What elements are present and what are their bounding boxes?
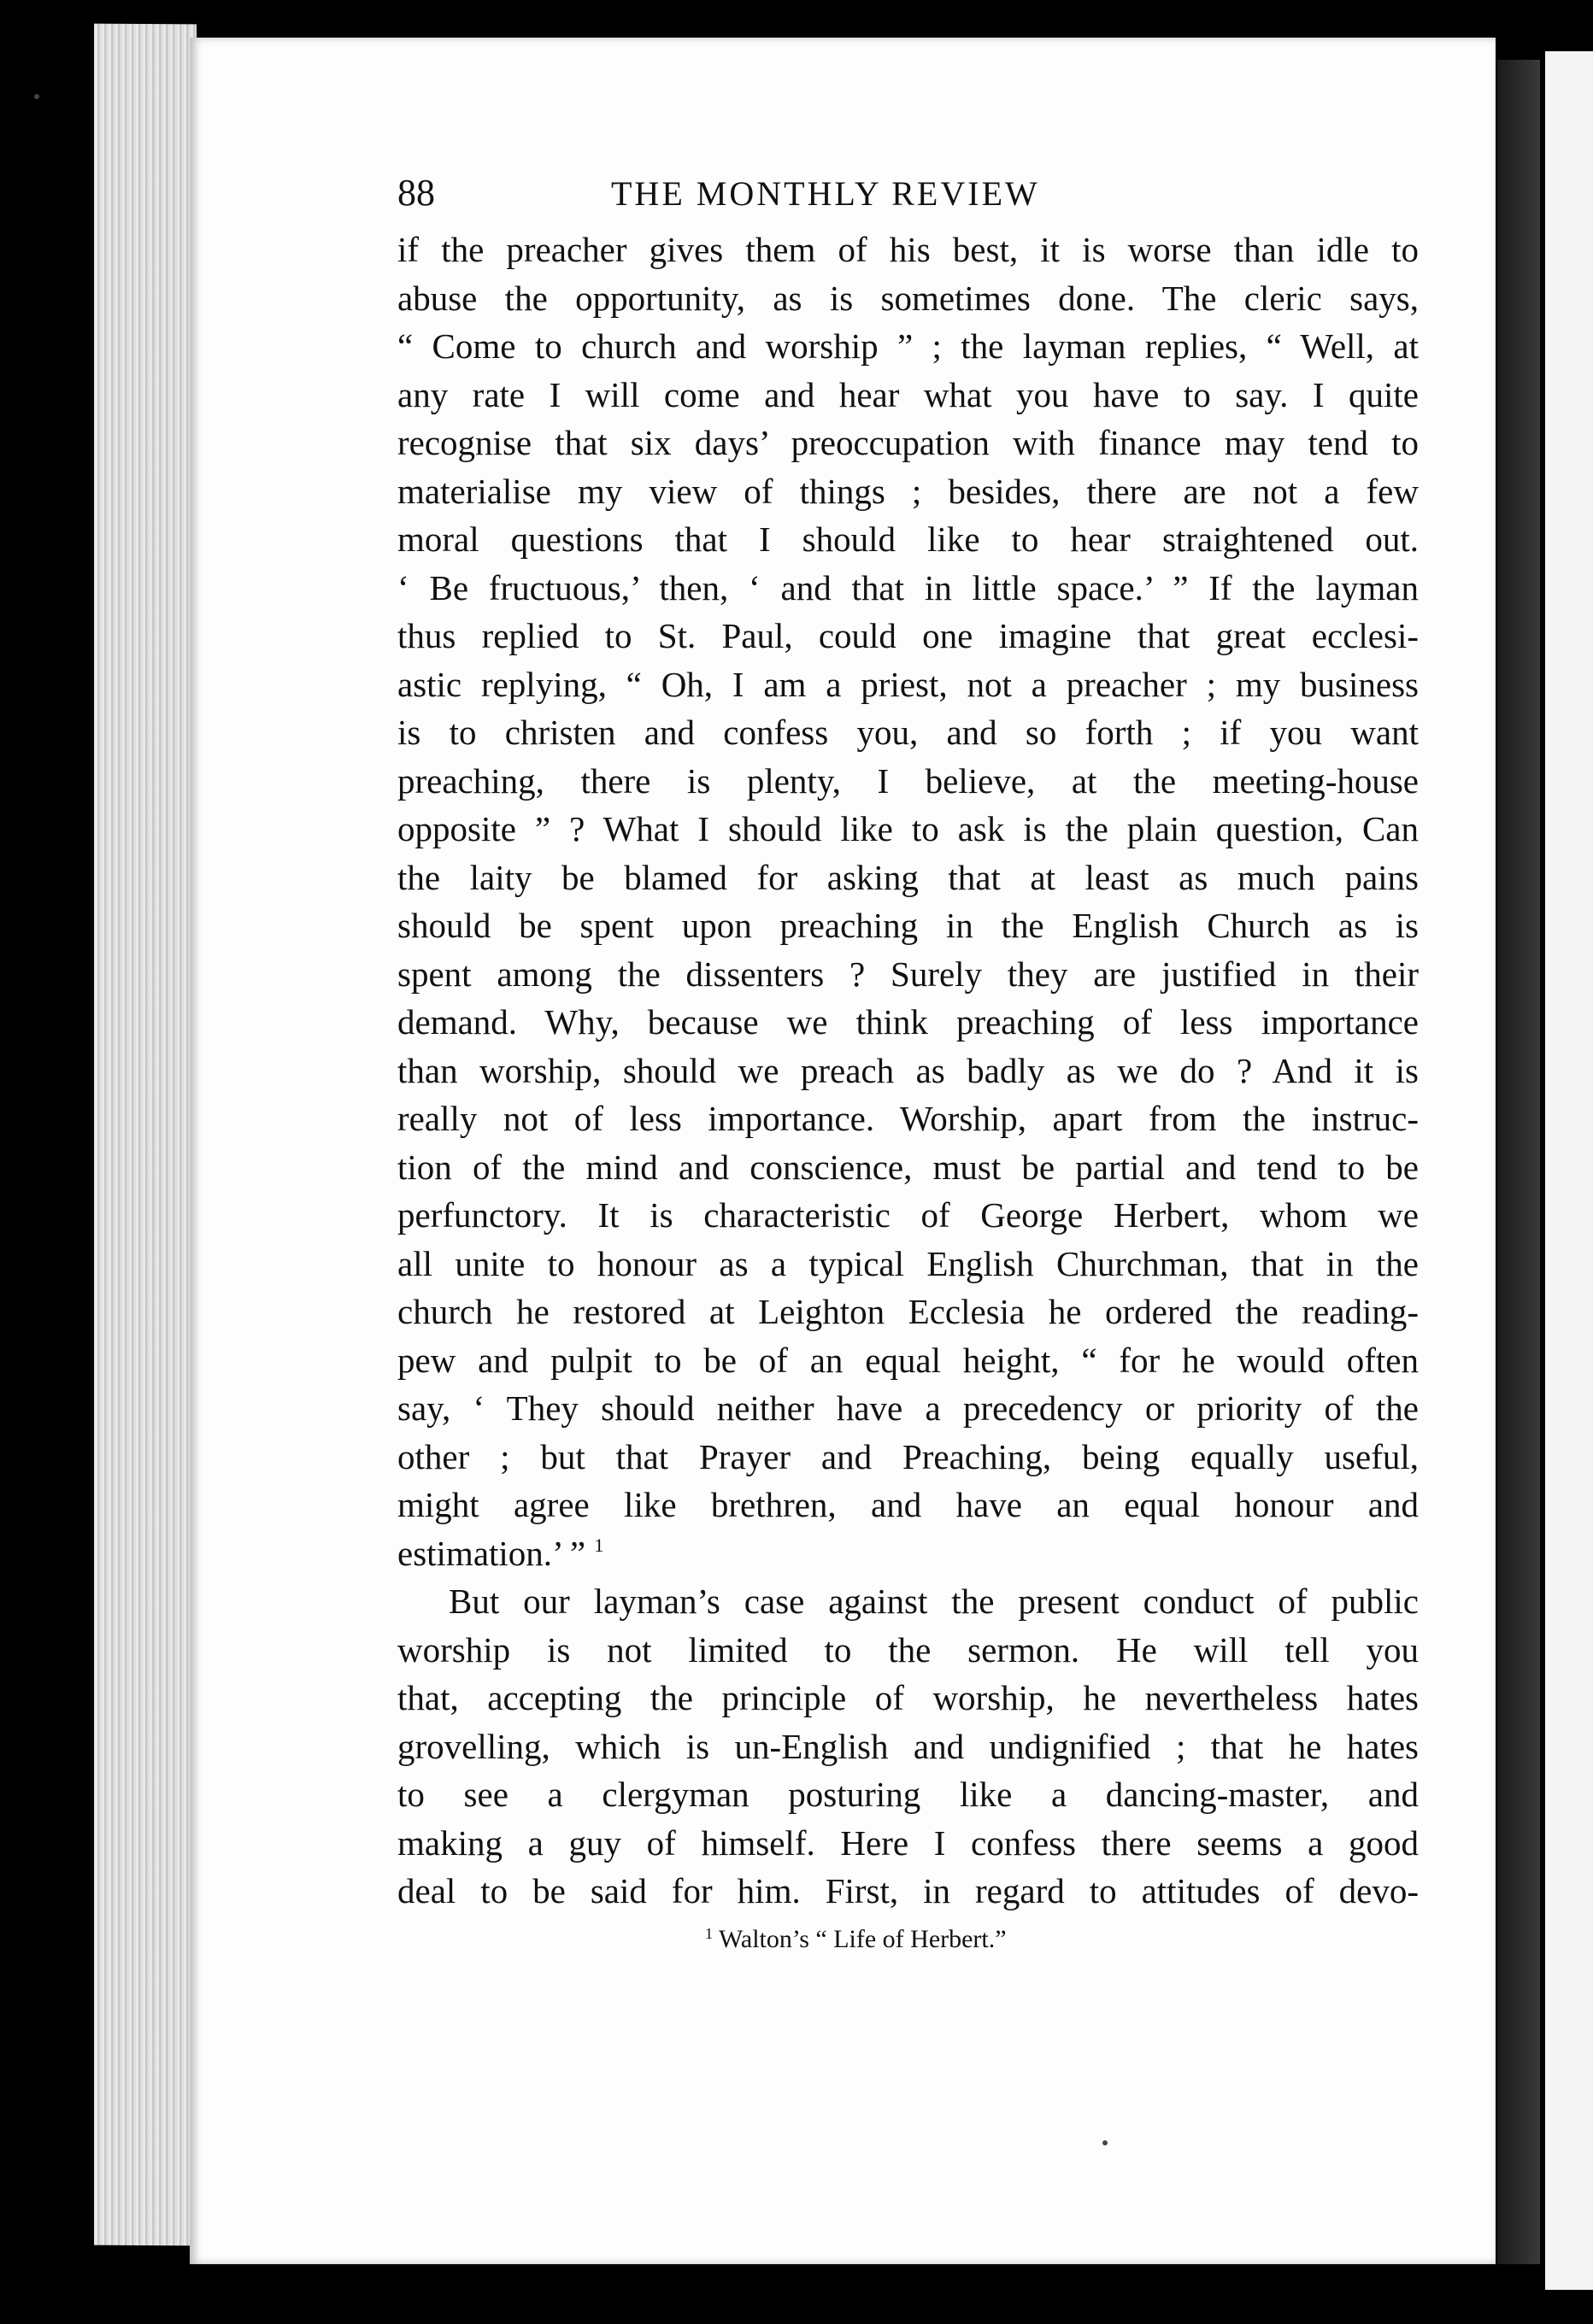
footnote-text: Walton’s “ Life of Herbert.” (718, 1924, 1007, 1953)
text-line: other ; but that Prayer and Preaching, being equally useful, (397, 1436, 1419, 1476)
body-paragraph (397, 226, 1419, 1577)
page-number: 88 (397, 172, 435, 214)
text-line: than worship, should we preach as badly as we do ? And it is (397, 1050, 1419, 1090)
text-line: moral questions that I should like to hear straightened out. (397, 519, 1419, 559)
text-line: worship is not limited to the sermon. He will tell you (397, 1629, 1419, 1670)
text-line: opposite ” ? What I should like to ask is the plain question, Can (397, 809, 1419, 848)
page-text (397, 171, 1419, 1957)
text-line: should be spent upon preaching in the English Church as is (397, 906, 1419, 945)
text-line: making a guy of himself. Here I confess there seems a good (397, 1822, 1419, 1863)
text-line: astic replying, “ Oh, I am a priest, not a preacher ; my business (397, 664, 1419, 704)
text-line: is to christen and confess you, and so forth ; if you want (397, 713, 1419, 752)
text-line: grovelling, which is un-English and undignified ; that he hates (397, 1726, 1419, 1766)
footnote (397, 1922, 1419, 1957)
text-line: thus replied to St. Paul, could one imagine that great ecclesi- (397, 616, 1419, 655)
text-line: abuse the opportunity, as is sometimes done. The cleric says, (397, 278, 1419, 318)
footnote-marker: 1 (705, 1924, 713, 1942)
text-line: if the preacher gives them of his best, it is worse than idle to (397, 230, 1419, 269)
text-line: recognise that six days’ preoccupation with finance may tend to (397, 423, 1419, 462)
text-line: to see a clergyman posturing like a dancing-master, and (397, 1775, 1419, 1814)
text-line (397, 1529, 1419, 1578)
binding-gutter (1497, 60, 1540, 2264)
text-line: any rate I will come and hear what you have to say. I quite (397, 374, 1419, 414)
text-line: say, ‘ They should neither have a precedency or priority of the (397, 1388, 1419, 1428)
text-line: “ Come to church and worship ” ; the layman replies, “ Well, at (397, 326, 1419, 366)
text-line: demand. Why, because we think preaching of less importance (397, 1002, 1419, 1042)
text-line: tion of the mind and conscience, must be partial and tend to be (397, 1147, 1419, 1187)
scan-speck (1102, 2140, 1108, 2145)
facing-page-edge (1545, 51, 1593, 2290)
text-line: that, accepting the principle of worship, he nevertheless hates (397, 1678, 1419, 1717)
text-line: pew and pulpit to be of an equal height, “ for he would often (397, 1340, 1419, 1380)
text-line: really not of less importance. Worship, apart from the instruc- (397, 1099, 1419, 1138)
text-line: perfunctory. It is characteristic of George Herbert, whom we (397, 1195, 1419, 1235)
text-line: materialise my view of things ; besides, there are not a few (397, 471, 1419, 511)
text-line: deal to be said for him. First, in regard to attitudes of devo- (397, 1871, 1419, 1910)
running-head-title: THE MONTHLY REVIEW (611, 174, 1040, 213)
scan-speck (34, 94, 39, 99)
text-line-content: estimation.’ ” (397, 1533, 586, 1573)
text-line: the laity be blamed for asking that at least as much pains (397, 857, 1419, 897)
text-line: all unite to honour as a typical English Churchman, that in the (397, 1243, 1419, 1283)
text-line: preaching, there is plenty, I believe, at the meeting-house (397, 760, 1419, 801)
footnote-reference: 1 (594, 1534, 604, 1556)
running-head (397, 171, 1419, 226)
page-stack-edges (94, 24, 197, 2246)
body-paragraph (397, 1577, 1419, 1916)
text-line: spent among the dissenters ? Surely they are justified in their (397, 954, 1419, 994)
text-line: church he restored at Leighton Ecclesia he ordered the reading- (397, 1292, 1419, 1331)
text-line: But our layman’s case against the present conduct of public (449, 1582, 1419, 1621)
text-line: might agree like brethren, and have an equal honour and (397, 1485, 1419, 1524)
text-line: ‘ Be fructuous,’ then, ‘ and that in little space.’ ” If the layman (397, 567, 1419, 607)
